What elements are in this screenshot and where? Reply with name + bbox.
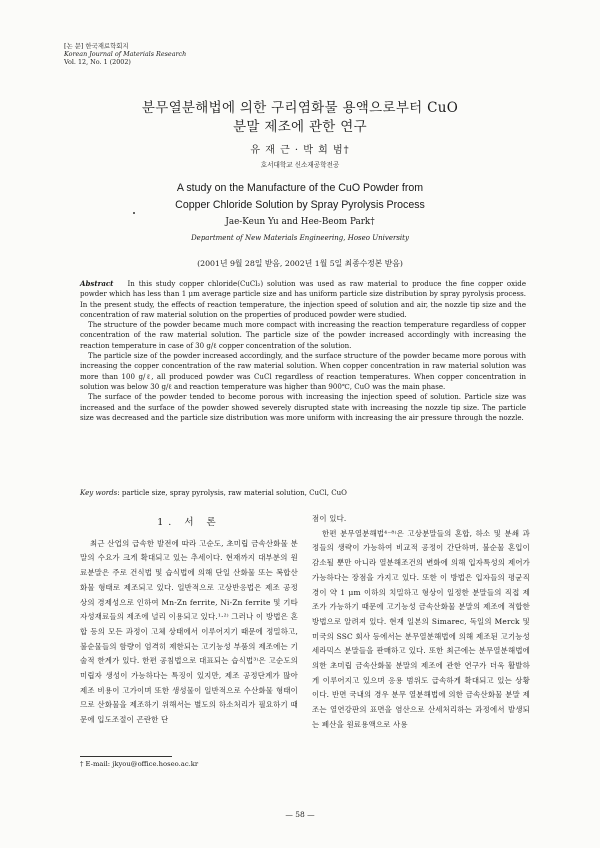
english-affiliation: Department of New Materials Engineering, Hoseo University (191, 234, 409, 242)
page-number: — 58 — (285, 810, 315, 819)
abstract-paragraph-3: The particle size of the powder increased accordingly, and the surface structure of the powder became more porous with increasing the copper concentration of the raw material solution. When copper concentration in raw material solution was more than 100 g/ℓ, all produced powder was CuCl regardless of reaction temperatures. When copper concentration in solution was below 30 g/ℓ and reaction temperature was higher than 900℃, CuO was the main phase. (80, 351, 526, 391)
korean-title-line1: 분무열분해법에 의한 구리염화물 용액으로부터 CuO (141, 100, 459, 116)
journal-korean: [논 문] 한국재료학회지 (64, 42, 129, 50)
right-column-start: 점이 있다. (312, 514, 347, 523)
journal-volume: Vol. 12, No. 1 (2002) (64, 58, 131, 66)
right-column (312, 512, 530, 733)
footnote-email: † E-mail: jkyou@office.hoseo.ac.kr (80, 760, 199, 768)
abstract-paragraph-4: The surface of the powder tended to become porous with increasing the injection speed of solution. Particle size was increased and the surface of the powder showed severely disrupted state with increasing the nozzle tip size. The particle size was decreased and the particle size distribution was more uniform with increasing the air pressure through the nozzle. (80, 392, 526, 422)
received-dates: (2001년 9월 28일 받음, 2002년 1월 5일 최종수정본 받음) (197, 259, 403, 268)
abstract-label: Abstract (80, 279, 114, 288)
journal-header (64, 42, 186, 66)
korean-authors: 유 재 근 · 박 희 범† (250, 145, 350, 156)
korean-title-line2: 분말 제조에 관한 연구 (233, 119, 367, 135)
korean-title (0, 99, 600, 137)
abstract-text-1: In this study copper chloride(CuCl₂) solution was used as raw material to produce the fine copper oxide powder which has less than 1 μm average particle size and has uniform particle size distribution by spray pyrolysis process. In the present study, the effects of reaction temperature, the injection speed of solution and air, the nozzle tip size and the concentration of raw material solution on the properties of produced powder were studied. (80, 279, 526, 319)
keywords-label: Key words (80, 488, 118, 497)
section-heading-introduction: 1. 서 론 (157, 517, 221, 528)
keywords-text: : particle size, spray pyrolysis, raw material solution, CuCl, CuO (117, 488, 347, 497)
english-title-line1: A study on the Manufacture of the CuO Powder from (176, 182, 424, 194)
stray-dot (133, 212, 135, 214)
english-authors: Jae-Keun Yu and Hee-Beom Park† (225, 217, 375, 227)
journal-english: Korean Journal of Materials Research (64, 50, 187, 58)
right-column-text: 한편 분무열분해법⁴⁻⁸⁾은 고상분말들의 혼합, 하소 및 분쇄 과정들의 생략이 가능하여 비교적 공정이 간단하며, 불순물 혼입이 감소될 뿐만 아니라 열분해조건의 변화에 의해 입자특성의 제어가 가능하다는 장점을 가지고 있다. 또한 이 방법은 입자들의 평균직경이 약 1 μm 이하의 치밀하고 형상이 일정한 분말들의 직접 제조가 가능하기 때문에 고기능성 금속산화물 분말의 제조에 적합한 방법으로 알려져 있다. 현재 일본의 Simarec, 독일의 Merck 및 미국의 SSC 회사 등에서는 분무열분해법에 의해 제조된 고기능성 세라믹스 분말들을 판매하고 있다. 또한 최근에는 분무열분해법에 의한 초미립 금속산화물 분말의 제조에 관한 연구가 더욱 활발하게 이루어지고 있으며 응용 범위도 급속하게 확대되고 있는 상황이다. 반면 국내의 경우 분무 열분해법에 의한 금속산화물 분말 제조는 열연강판의 표면을 염산으로 산세처리하는 과정에서 발생되는 폐산을 원료용액으로 사용 (312, 528, 530, 729)
abstract-paragraph-2: The structure of the powder became much more compact with increasing the reaction temperature regardless of copper concentration of the raw material solution. The particle size of the powder increased accordingly with increasing the reaction temperature in case of 30 g/ℓ copper concentration of the solution. (80, 320, 526, 350)
left-column (80, 512, 298, 728)
left-column-text: 최근 산업의 급속한 발전에 따라 고순도, 초미립 금속산화물 분말의 수요가 크게 확대되고 있는 추세이다. 현재까지 대부분의 원료분말은 주로 건식법 및 습식법에 의해 단일 산화물 또는 복합산화물 형태로 제조되고 있다. 일반적으로 고상반응법은 제조 공정상의 경제성으로 인하여 Mn-Zn ferrite, Ni-Zn ferrite 및 기타 자성재료들의 제조에 널리 이용되고 있다.¹·²⁾ 그러나 이 방법은 혼합 등의 모든 과정이 고체 상태에서 이루어지기 때문에 정밀하고, 불순물들의 함량이 엄격히 제한되는 고기능성 부품의 제조에는 기술적 한계가 있다. 한편 공침법으로 대표되는 습식법³⁾은 고순도의 미립자 생성이 가능하다는 특징이 있지만, 제조 공정단계가 많아 제조 비용이 고가이며 또한 생성물이 일반적으로 수산화물 형태이므로 산화물을 제조하기 위해서는 별도의 하소처리가 필요하기 때문에 입도조절이 곤란한 단 (80, 538, 298, 725)
english-title-line2: Copper Chloride Solution by Spray Pyrolysis Process (175, 199, 425, 211)
footnote-rule (80, 756, 172, 757)
abstract (80, 279, 526, 423)
korean-affiliation: 호서대학교 신소재공학전공 (260, 161, 340, 169)
english-title (0, 180, 600, 214)
abstract-paragraph-1 (80, 279, 526, 320)
keywords (80, 488, 526, 498)
